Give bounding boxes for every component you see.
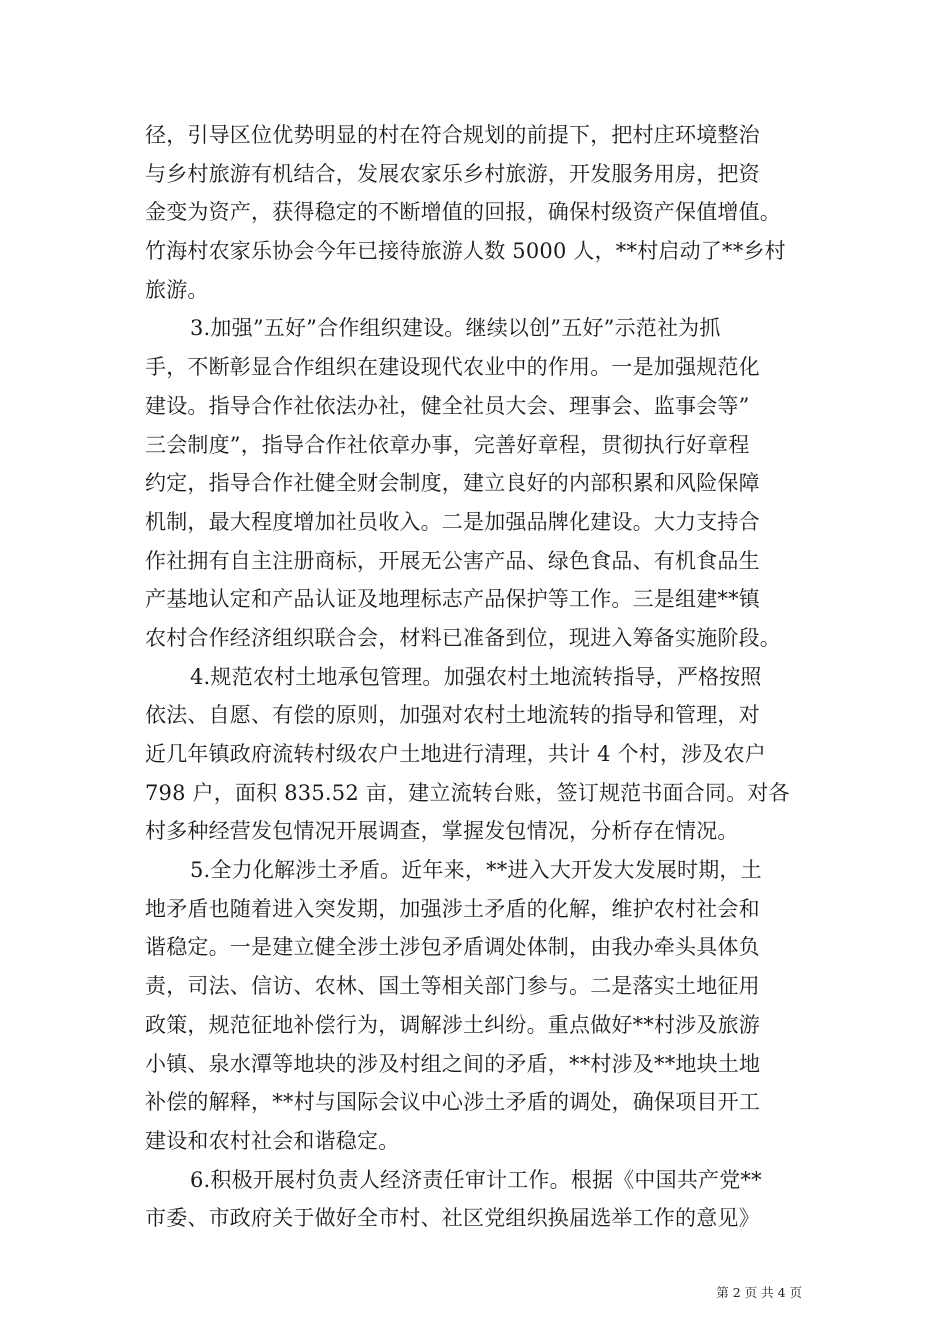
text-line: 建设和农村社会和谐稳定。 <box>145 1128 400 1153</box>
text-line: 约定，指导合作社健全财会制度，建立良好的内部积累和风险保障 <box>145 471 760 496</box>
text-line: 三会制度”，指导合作社依章办事，完善好章程，贯彻执行好章程 <box>145 432 750 457</box>
text-line: 市委、市政府关于做好全市村、社区党组织换届选举工作的意见》 <box>145 1206 760 1231</box>
paragraph-first-line: 4.规范农村土地承包管理。加强农村土地流转指导，严格按照 <box>190 664 762 689</box>
text-line: 补偿的解释，**村与国际会议中心涉土矛盾的调处，确保项目开工 <box>145 1090 760 1115</box>
text-line: 责，司法、信访、农林、国土等相关部门参与。二是落实土地征用 <box>145 974 760 999</box>
text-line: 产基地认定和产品认证及地理标志产品保护等工作。三是组建**镇 <box>145 587 760 612</box>
document-body <box>145 116 813 1238</box>
paragraph-first-line: 6.积极开展村负责人经济责任审计工作。根据《中国共产党** <box>190 1167 762 1192</box>
text-line: 地矛盾也随着进入突发期，加强涉土矛盾的化解，维护农村社会和 <box>145 896 760 921</box>
paragraph-first-line: 3.加强”五好”合作组织建设。继续以创”五好”示范社为抓 <box>190 316 721 341</box>
text-line: 径，引导区位优势明显的村在符合规划的前提下，把村庄环境整治 <box>145 123 760 147</box>
text-line: 旅游。 <box>145 277 209 302</box>
text-line: 谐稳定。一是建立健全涉土涉包矛盾调处体制，由我办牵头具体负 <box>145 935 760 960</box>
text-line: 政策，规范征地补偿行为，调解涉土纠纷。重点做好**村涉及旅游 <box>145 1012 760 1037</box>
text-line: 机制，最大程度增加社员收入。二是加强品牌化建设。大力支持合 <box>145 509 760 534</box>
text-line: 金变为资产，获得稳定的不断增值的回报，确保村级资产保值增值。 <box>145 200 781 225</box>
text-line: 竹海村农家乐协会今年已接待旅游人数 5000 人，**村启动了**乡村 <box>145 239 786 264</box>
text-line: 作社拥有自主注册商标，开展无公害产品、绿色食品、有机食品生 <box>145 548 760 573</box>
text-line: 近几年镇政府流转村级农户土地进行清理，共计 4 个村，涉及农户 <box>145 742 766 766</box>
text-line: 依法、自愿、有偿的原则，加强对农村土地流转的指导和管理，对 <box>145 703 760 728</box>
page-number: 第 2 页 共 4 页 <box>716 1285 802 1300</box>
text-line: 建设。指导合作社依法办社，健全社员大会、理事会、监事会等” <box>145 393 750 418</box>
text-line: 小镇、泉水潭等地块的涉及村组之间的矛盾，**村涉及**地块土地 <box>145 1051 761 1076</box>
paragraph-first-line: 5.全力化解涉土矛盾。近年来，**进入大开发大发展时期，土 <box>190 858 762 883</box>
text-line: 与乡村旅游有机结合，发展农家乐乡村旅游，开发服务用房，把资 <box>145 161 760 186</box>
text-line: 798 户，面积 835.52 亩，建立流转台账，签订规范书面合同。对各 <box>145 780 790 805</box>
text-line: 农村合作经济组织联合会，材料已准备到位，现进入筹备实施阶段。 <box>145 625 781 650</box>
text-line: 手，不断彰显合作组织在建设现代农业中的作用。一是加强规范化 <box>145 355 760 380</box>
text-line: 村多种经营发包情况开展调查，掌握发包情况，分析存在情况。 <box>145 819 739 844</box>
